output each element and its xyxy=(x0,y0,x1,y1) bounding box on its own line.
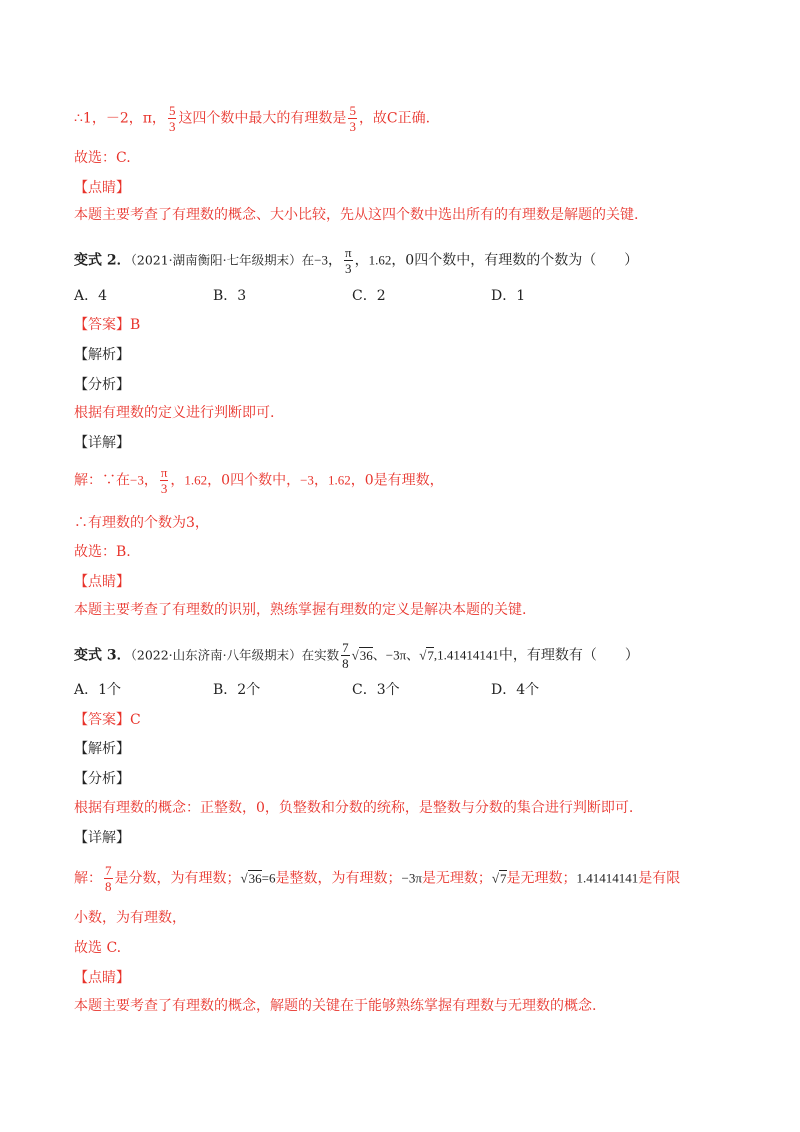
fraction-five-thirds-2 xyxy=(348,103,357,134)
math-1-62: 1.62 xyxy=(184,472,208,488)
radicand: 36 xyxy=(248,870,262,886)
variant3-answer: 【答案】C xyxy=(74,712,141,728)
detail-prefix: 解： xyxy=(74,472,102,489)
fraction-pi-thirds xyxy=(160,465,169,496)
variant3-detail-line2: 小数，为有理数， xyxy=(74,910,186,926)
variant3-fenxi-text: 根据有理数的概念：正整数，0，负整数和分数的统称，是整数与分数的集合进行判断即可. xyxy=(74,800,634,816)
option-a[interactable]: A．1个 xyxy=(74,682,122,698)
detail-s1: 是分数，为有理数； xyxy=(114,870,241,887)
option-b[interactable]: B．3 xyxy=(213,288,247,304)
variant3-tip-text: 本题主要考查了有理数的概念，解题的关键在于能够熟练掌握有理数与无理数的概念. xyxy=(74,998,597,1014)
frac-denominator: 8 xyxy=(105,879,112,894)
decimal: 1.41414141 xyxy=(576,870,639,886)
variant3-choose: 故选 C. xyxy=(74,940,122,956)
frac-denominator: 8 xyxy=(342,656,349,671)
neg-3pi: 、−3π、 xyxy=(372,647,420,663)
detail-s8: 是有限 xyxy=(638,870,681,887)
variant2-tip-text: 本题主要考查了有理数的识别，熟练掌握有理数的定义是解决本题的关键. xyxy=(74,602,527,618)
variant2-answer: 【答案】B xyxy=(74,317,141,333)
prev-tip-text: 本题主要考查了有理数的概念、大小比较，先从这四个数中选出所有的有理数是解题的关键. xyxy=(74,207,639,223)
radicand: 7 xyxy=(427,647,434,663)
option-b[interactable]: B．2个 xyxy=(213,682,261,698)
frac-denominator: 3 xyxy=(345,261,352,276)
frac-numerator: 5 xyxy=(168,103,176,118)
radicand: 36 xyxy=(359,647,373,663)
variant2-tip-label: 【点睛】 xyxy=(74,574,130,590)
fraction-seven-eighths xyxy=(341,640,350,671)
equals-six: =6 xyxy=(261,870,276,886)
sqrt-7: √7 xyxy=(491,870,507,886)
frac-numerator: π xyxy=(160,465,168,480)
math-1-62: 1.62 xyxy=(327,472,351,488)
sqrt-7: √7 xyxy=(419,647,434,663)
variant2-therefore: ∴有理数的个数为3， xyxy=(74,515,209,531)
sqrt-36: √36 xyxy=(351,647,373,663)
prev-tip-label: 【点睛】 xyxy=(74,180,130,196)
variant3-detail-label: 【详解】 xyxy=(74,830,130,846)
prev-choose: 故选：C. xyxy=(74,150,131,166)
variant3-source: （2022·山东济南·八年级期末）在实数 xyxy=(130,647,340,663)
detail-s5: 是无理数； xyxy=(421,870,492,887)
variant2-detail-line: 解：∵在−3， $\frac{\pi}{3}$ ，1.62，0四个数中，−3，1.62，0是有理数， xyxy=(74,465,444,496)
variant2-source: （2021·湖南衡阳·七年级期末）在 xyxy=(130,252,315,268)
frac-denominator: 3 xyxy=(168,119,176,134)
option-d[interactable]: D．4个 xyxy=(491,682,540,698)
variant2-fenxi-text: 根据有理数的定义进行判断即可. xyxy=(74,405,275,421)
decimal: 1.41414141 xyxy=(437,647,499,663)
option-d[interactable]: D．1 xyxy=(491,288,526,304)
variant2-choose: 故选：B. xyxy=(74,544,131,560)
detail-prefix: 解： xyxy=(74,870,102,887)
variant2-question-tail: ，0四个数中，有理数的个数为（ ） xyxy=(391,252,639,269)
radicand: 7 xyxy=(500,870,507,886)
since-symbol: ∵在 xyxy=(102,472,130,489)
math-neg3: −3 xyxy=(314,252,328,268)
variant3-question-tail: 中，有理数有（ ） xyxy=(498,647,639,664)
detail-mid: 0四个数中， xyxy=(221,472,301,489)
variant3-fenxi-label: 【分析】 xyxy=(74,771,130,787)
variant3-label: 变式 3． xyxy=(74,647,131,664)
frac-denominator: 3 xyxy=(349,119,356,134)
detail-s6: 是无理数； xyxy=(506,870,577,887)
variant2-detail-label: 【详解】 xyxy=(74,435,130,451)
variant3-analysis-label: 【解析】 xyxy=(74,741,130,757)
fraction-five-thirds xyxy=(168,103,177,134)
conclusion-line xyxy=(74,103,430,134)
detail-tail: 0是有理数， xyxy=(364,472,444,489)
option-c[interactable]: C．3个 xyxy=(352,682,400,698)
fraction-pi-thirds xyxy=(344,245,353,276)
math-neg3: −3 xyxy=(130,472,144,488)
option-a[interactable]: A．4 xyxy=(74,288,108,304)
neg-3pi: −3π xyxy=(401,870,422,886)
option-c[interactable]: C．2 xyxy=(352,288,386,304)
math-1-62: 1.62 xyxy=(368,252,392,268)
frac-denominator: 3 xyxy=(160,481,168,496)
frac-numerator: 7 xyxy=(105,863,112,878)
detail-s3: 是整数，为有理数； xyxy=(275,870,402,887)
variant2-label: 变式 2． xyxy=(74,252,131,269)
conclusion-suffix: ，故C正确. xyxy=(358,110,431,127)
fraction-seven-eighths xyxy=(104,863,113,894)
frac-numerator: 7 xyxy=(342,640,349,655)
conclusion-mid: 这四个数中最大的有理数是 xyxy=(178,110,347,127)
variant2-fenxi-label: 【分析】 xyxy=(74,377,130,393)
variant2-analysis-label: 【解析】 xyxy=(74,347,130,363)
variant3-question: 变式 3．（2022·山东济南·八年级期末）在实数 $\frac{7}{8}$ √36、−3π、√7,1.41414141中，有理数有（ ） xyxy=(74,640,639,671)
frac-numerator: π xyxy=(344,245,352,260)
math-neg3: −3 xyxy=(300,472,314,488)
variant2-question: 变式 2．（2021·湖南衡阳·七年级期末）在−3， $\frac{\pi}{3}$ ，1.62，0四个数中，有理数的个数为（ ） xyxy=(74,245,639,276)
variant3-detail-line xyxy=(74,863,680,894)
variant3-tip-label: 【点睛】 xyxy=(74,970,130,986)
conclusion-prefix: ∴1，－2，π， xyxy=(74,110,166,127)
sqrt-36-eq: √36=6 xyxy=(240,870,276,886)
frac-numerator: 5 xyxy=(349,103,356,118)
